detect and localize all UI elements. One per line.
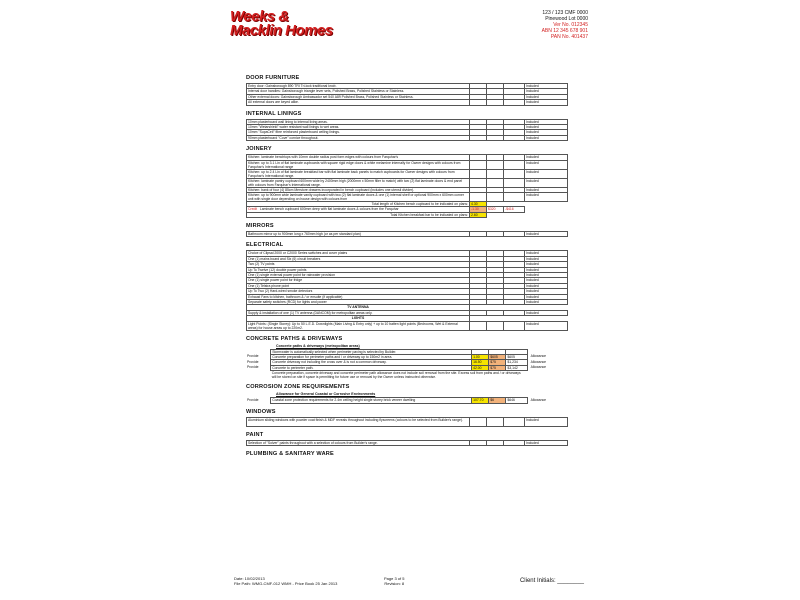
section-title-mirrors: MIRRORS xyxy=(246,223,274,230)
row-description: Bathroom mirror up to 900mm long x 760mm high (or as per standard plan) xyxy=(247,232,470,237)
footer-middle xyxy=(384,576,404,586)
section-title-concrete: CONCRETE PATHS & DRIVEWAYS xyxy=(246,335,343,342)
ref-line: PAN No. 401437 xyxy=(550,34,588,40)
credit-label: Credit xyxy=(248,207,258,212)
total-value: 2.60 xyxy=(470,212,487,217)
footer-left xyxy=(234,576,337,586)
row-description: Kitchen: laminate benchtops with 10mm double radius post form edges with colours from Farquhar's xyxy=(247,155,470,160)
qty-cell: 107.70 xyxy=(472,398,489,403)
footer-page-number: Page 3 of 5 xyxy=(384,576,405,581)
included-cell: Included xyxy=(525,178,568,187)
section-title-electrical: ELECTRICAL xyxy=(246,242,284,249)
included-cell: Included xyxy=(525,278,568,283)
row-description: One (1) mains board and Six (6) circuit breakers xyxy=(247,256,470,261)
credit-qty: -1.30 xyxy=(470,207,487,212)
table-row xyxy=(247,160,568,169)
table-row xyxy=(247,135,568,140)
door-furniture-table xyxy=(246,83,568,106)
footer-file-path: File Path: WMG-CMF-012 WMH - Price Book 25 Jan 2013 xyxy=(234,581,338,586)
row-description: Supply & installation of one (1) TV antenna (DANCOM) for metropolitan areas only. xyxy=(247,310,470,315)
table-row xyxy=(247,192,568,201)
rate-cell: $75 xyxy=(489,365,506,370)
included-cell: Included xyxy=(525,155,568,160)
included-cell: Included xyxy=(525,169,568,178)
row-description: Aluminium sliding windows with powder coat finish & MDF reveals throughout including flyscreens (colours to be selected from Builder's range). xyxy=(247,417,470,426)
corrosion-subheading: Allowance for General Coastal or Corrosive Environments xyxy=(276,392,376,397)
concrete-note: Concrete preparation, concrete driveway and concrete perimeter path allowance does not include soil removal from the site. Excess soil from paths and / or driveways will be stored on site if space is permitting for future use or removal by the Owner unless instructed otherwise. xyxy=(271,371,521,380)
row-total-label: Total length of Kitchen bench cupboard to be indicated on plans: xyxy=(247,201,470,206)
row-label: Provide xyxy=(247,397,259,402)
row-total-label: Total Kitchen breakfast bar to be indicated on plans: xyxy=(247,212,470,217)
row-description: Entry door: Gainsborough 890 TRI Tri-lock traditional knob. xyxy=(247,84,470,89)
included-cell: Included xyxy=(525,89,568,94)
logo-line-2: Macklin Homes xyxy=(230,22,333,39)
included-cell: Included xyxy=(525,124,568,129)
included-cell: Included xyxy=(525,283,568,288)
table-row xyxy=(246,398,568,403)
table-row xyxy=(247,169,568,178)
allowance-label: Allowance xyxy=(530,365,547,370)
included-cell: Included xyxy=(525,256,568,261)
credit-amount: -$416 xyxy=(504,207,525,212)
included-cell: Included xyxy=(525,232,568,237)
paint-table xyxy=(246,440,568,446)
included-cell: Included xyxy=(525,187,568,192)
row-description: 10mm "SupaCeil" fibre reinforced plasterboard ceiling linings. xyxy=(247,130,470,135)
price-document-page xyxy=(228,6,588,594)
included-cell: Included xyxy=(525,119,568,124)
row-description: Up To Twelve (12) double power points xyxy=(247,267,470,272)
row-description: Up To Two (2) Hard-wired smoke detectors xyxy=(247,289,470,294)
amount-cell: $605 xyxy=(506,354,527,359)
ref-line: ABN 12 345 678 901 xyxy=(541,28,588,34)
included-cell: Included xyxy=(525,440,568,445)
row-label: Provide xyxy=(247,365,259,370)
row-label: Provide xyxy=(247,359,259,364)
qty-cell: 42.00 xyxy=(472,365,489,370)
windows-table xyxy=(246,417,568,427)
section-title-plumbing: PLUMBING & SANITARY WARE xyxy=(246,450,334,457)
included-cell: Included xyxy=(525,192,568,201)
row-description: One (1) single power point for fridge xyxy=(247,278,470,283)
section-title-paint: PAINT xyxy=(246,431,264,438)
section-title-windows: WINDOWS xyxy=(246,408,276,415)
section-title-corrosion: CORROSION ZONE REQUIREMENTS xyxy=(246,384,350,391)
section-title-joinery: JOINERY xyxy=(246,146,272,153)
concrete-table xyxy=(246,349,568,380)
weeks-macklin-logo xyxy=(230,10,354,38)
allowance-label: Allowance xyxy=(530,359,547,364)
row-description: 10mm plasterboard wall lining to internal living areas. xyxy=(247,119,470,124)
mirrors-table xyxy=(246,231,568,237)
row-description: Concrete to perimeter path. xyxy=(271,365,472,370)
section-title-internal-linings: INTERNAL LININGS xyxy=(246,110,302,117)
amount-cell: $646 xyxy=(506,398,527,403)
included-cell: Included xyxy=(525,100,568,105)
included-cell: Included xyxy=(525,94,568,99)
corrosion-table xyxy=(246,397,568,403)
row-description: Kitchen: up to 2.4 Lin of flat laminate breakfast bar with flat laminate back panels to match cupboards for Owner designs with colours from Farquhar's International range. xyxy=(247,169,470,178)
row-description: 90mm plasterboard "Cove" cornice throughout. xyxy=(247,135,470,140)
allowance-label: Allowance xyxy=(530,354,547,359)
included-cell: Included xyxy=(525,130,568,135)
row-description: Laminate bench cupboard 600mm deep with flat laminate doors & colours from the Farquhar xyxy=(259,207,399,212)
row-description: Choice of Clipsal 2000 or C2000 Series switches and cover plates xyxy=(247,251,470,256)
included-cell: Included xyxy=(525,267,568,272)
client-initials-field: Client Initials: ________ xyxy=(519,578,584,584)
row-description: Coastal zone protection requirements for 2.4m ceiling height single storey brick veneer dwelling xyxy=(271,398,472,403)
included-cell: Included xyxy=(525,251,568,256)
row-description: Kitchen: laminate pantry cupboard 600mm wide by 2400mm high (2000mm x 50mm filler to match) with two (2) flat laminate doors & end panel with colours from Farquhar's International range. xyxy=(247,178,470,187)
document-reference xyxy=(542,10,588,40)
included-cell: Included xyxy=(525,321,568,330)
footer-revision: Revision: 8 xyxy=(384,581,405,586)
row-description: Other external doors: Gainsborough Ambassador set 540 A89 Polished Brass, Polished Stainless or Stainless. xyxy=(247,94,470,99)
table-row xyxy=(247,100,568,105)
row-description: Concrete preparation for perimeter paths and / or driveway up to 150m2 in area. xyxy=(271,354,472,359)
tv-antenna-subheading: TV ANTENNA xyxy=(247,305,470,310)
included-cell: Included xyxy=(525,273,568,278)
concrete-subheading: Concrete paths & driveways (metropolitan areas) xyxy=(276,343,360,348)
row-description: One (1) single external power point for rainwater provision xyxy=(247,273,470,278)
amount-cell: $1,234 xyxy=(506,360,527,365)
row-description: Selection of "Solver" paints throughout with a selection of colours from Builder's range. xyxy=(247,440,470,445)
logo-line-1: Weeks & xyxy=(230,8,289,25)
included-cell: Included xyxy=(525,262,568,267)
table-row xyxy=(247,417,568,426)
included-cell: Included xyxy=(525,84,568,89)
included-cell: Included xyxy=(525,299,568,304)
included-cell: Included xyxy=(525,417,568,426)
section-title-door-furniture: DOOR FURNITURE xyxy=(246,75,300,81)
ref-line: 123 / 123 CMF 0000 xyxy=(542,10,588,16)
table-row xyxy=(246,371,568,380)
row-description: Internal door handles: Gainsborough triangle lever sets, Polished Brass, Polished Stainless or Stainless. xyxy=(247,89,470,94)
lights-subheading: LIGHTS xyxy=(247,316,470,321)
ref-line: Ver No. 012345 xyxy=(553,22,588,28)
rate-cell: $75 xyxy=(489,360,506,365)
electrical-table xyxy=(246,250,568,330)
row-description: One (1) Telstra phone point xyxy=(247,283,470,288)
joinery-table xyxy=(246,154,568,218)
included-cell: Included xyxy=(525,289,568,294)
rate-cell: $6 xyxy=(489,398,506,403)
row-description: Kitchen: up to 900mm wide laminate vanity cupboard with two (2) flat laminate doors & one (1) internal shelf or optional 900mm x 600mm corner unit with single door depending on house design with colours from xyxy=(247,192,470,201)
included-cell: Included xyxy=(525,135,568,140)
credit-rate: $320 xyxy=(487,207,504,212)
internal-linings-table xyxy=(246,119,568,142)
row-description: 10mm "Wetarshield" water resistant wall linings to wet areas. xyxy=(247,124,470,129)
row-description: Light Points: (Single Storey): Up to 50 L.E.D. Downlights (Main Living & Entry only) + up to 10 batten light points (Bedrooms, Wet & External areas) for house areas up to 220m2. xyxy=(247,321,470,330)
included-cell: Included xyxy=(525,294,568,299)
row-description: Stormwater is automatically selected when perimeter paving is selected by Builder. xyxy=(271,349,472,354)
rate-cell: $605 xyxy=(489,354,506,359)
row-description: Kitchen: up to 3.1 Lin of flat laminate cupboards with square rigid edge doors & white melamine internally for Owner designs with colours from Farquhar's International range xyxy=(247,160,470,169)
table-row xyxy=(247,232,568,237)
row-label: Provide xyxy=(247,354,259,359)
qty-cell: 1.00 xyxy=(472,354,489,359)
row-description: Exhaust Fans to kitchen, bathroom & / or ensuite (if applicable) xyxy=(247,294,470,299)
row-description: Two (2) TV points xyxy=(247,262,470,267)
table-row xyxy=(247,212,568,217)
row-description: Separate safety switches (RCD) for lights and power xyxy=(247,299,470,304)
total-value: 4.30 xyxy=(470,201,487,206)
table-row xyxy=(247,440,568,445)
included-cell: Included xyxy=(525,160,568,169)
qty-cell: 16.50 xyxy=(472,360,489,365)
footer-date: Date: 10/02/2013 xyxy=(234,576,265,581)
included-cell: Included xyxy=(525,310,568,315)
amount-cell: $3,142 xyxy=(506,365,527,370)
table-row xyxy=(247,178,568,187)
allowance-label: Allowance xyxy=(530,397,547,402)
row-description: Kitchen: bank of four (4) 85cm Merstore drawers incorporated in bench cupboard (includes one utensil divider). xyxy=(247,187,470,192)
row-description: All external doors are keyed alike. xyxy=(247,100,470,105)
ref-line: Pinewood Lot 0000 xyxy=(545,16,588,22)
row-description: Concrete driveway not including the cross over & is not a common driveway. xyxy=(271,360,472,365)
document-content xyxy=(246,70,568,459)
table-row xyxy=(247,321,568,330)
